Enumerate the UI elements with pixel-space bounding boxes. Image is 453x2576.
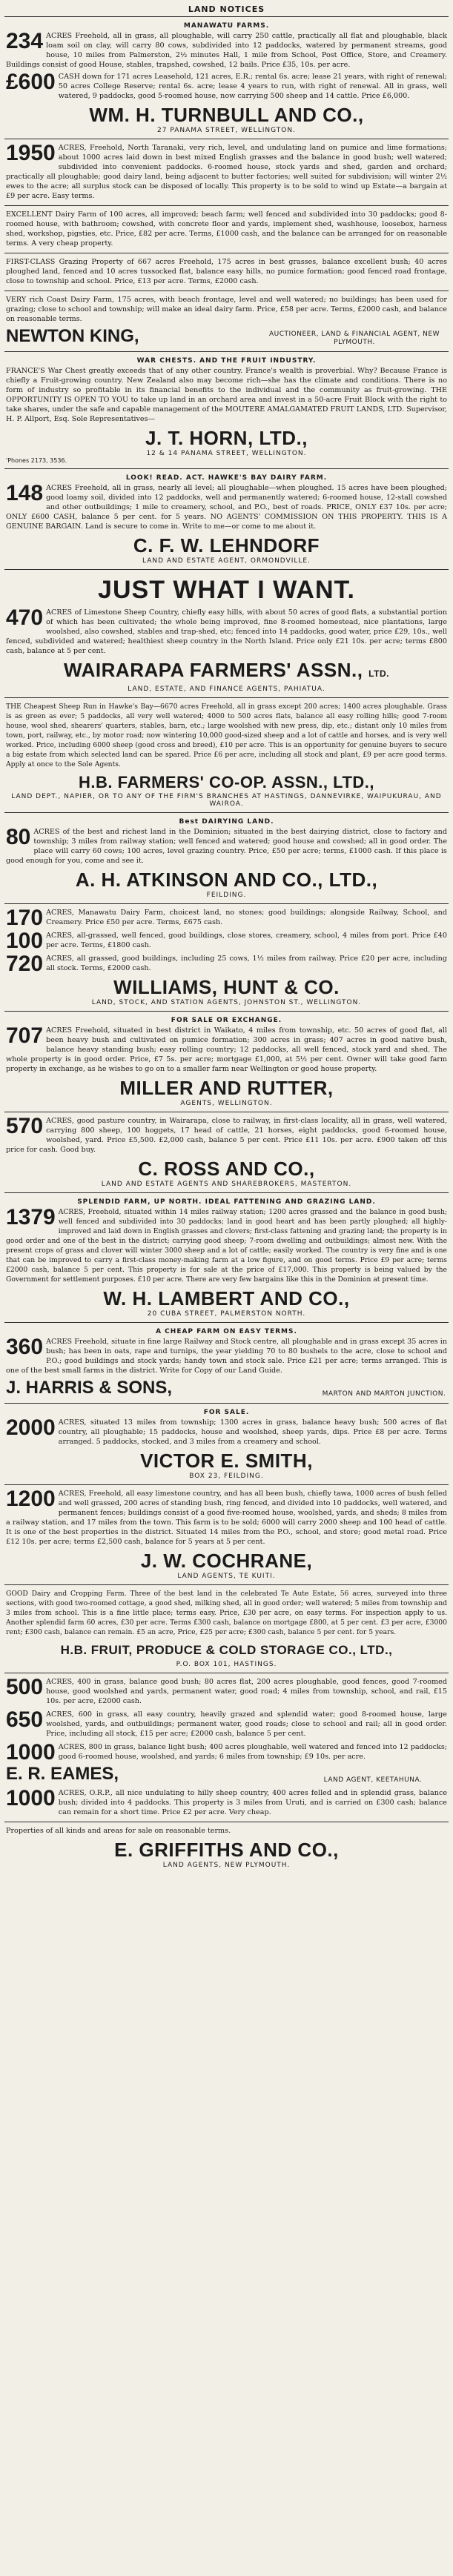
advertiser-name: VICTOR E. SMITH, (140, 1450, 313, 1472)
ad-acreage: 1200 (6, 1487, 56, 1511)
ad-acreage: 1379 (6, 1205, 56, 1229)
ad-section: SPLENDID FARM, UP NORTH. IDEAL FATTENING AND GRAZING LAND. (77, 1198, 376, 1206)
ad-headline: JUST WHAT I WANT. (98, 576, 355, 604)
advertiser-name-main: WAIRARAPA FARMERS' ASSN., (64, 659, 363, 681)
ad-body: ACRES, Freehold, North Taranaki, very rich, level, and undulating land on pumice and lime formations; about 1000 acres laid down in best mixed English grasses and the balance in good bush; well watered; subdivided into convenient paddocks. 6-roomed house, stock yards and shed, garden and orchard; practically all ploughable; good dairy land, being adjacent to butter factories; well suited for subdivision; will winter 2½ ewes to the acre; all surplus stock can be disposed of locally. This property is to be sold to wind up Estate—a bargain at £9 per acre. Easy terms. (6, 144, 447, 200)
advertiser-name: J. HARRIS & SONS, (6, 1378, 173, 1398)
ad-section: FOR SALE. (203, 1409, 250, 1416)
advertiser-name: A. H. ATKINSON AND CO., LTD., (75, 869, 378, 891)
ad-body: EXCELLENT Dairy Farm of 100 acres, all improved; beach farm; well fenced and subdivided into 30 paddocks; good 8-roomed house, with bathroom; cowshed, with concrete floor and yards, implement shed, washhouse, loosebox, harness shed, workshop, pigsties, etc. Price, £82 per acre. Terms, £1000 cash, and the balance can be arranged for on reasonable terms. A very cheap property. (6, 210, 447, 248)
ad-cochrane (4, 1484, 449, 1584)
ad-taranaki-1950 (4, 139, 449, 205)
ad-acreage: 720 (6, 952, 44, 976)
ad-cheap-farm (4, 1322, 449, 1403)
ad-acreage: 1000 (6, 1740, 56, 1765)
advertiser-name: H.B. FRUIT, PRODUCE & COLD STORAGE CO., LTD., (60, 1643, 393, 1657)
ad-body: ACRES, good pasture country, in Wairarapa, close to railway, in first-class locality, all in grass, well watered, carrying 800 sheep, 100 hoggets, 17 head of cattle, 21 horses, eight paddocks, good 6-roomed house, woolshed, yard. Price £5,500. £2,000 cash, balance 5 per cent. Price £11 10s. per acre. £900 taken off this price for cash. Good buy. (6, 1117, 447, 1154)
ad-body: ACRES, Freehold, situated within 14 miles railway station; 1200 acres grassed and the balance in good bush; well fenced and subdivided into 30 paddocks; land in good heart and has been partly ploughed; all highly-improved and laid down in English grasses and clovers; first-class fattening and grazing land; the property is in good order and one of the best in the district; carrying good sheep; 7-room dwelling and outbuildings; almost new. With the present crops of grass and clover will winter 3000 sheep and a lot of cattle; easily worked. The country is very fine and is one that can be improved to carry a first-class money-making farm at a low figure, and on good terms. Price £9 per acre; terms £2000 cash, balance 5 per cent. This property is for sale at the price of £17,000. This property is being valued by the Government for settlement purposes. £10 per acre. There are very few bargains like this in the Dominion at present time. (6, 1208, 447, 1284)
ad-body: VERY rich Coast Dairy Farm, 175 acres, with beach frontage, level and well watered; no buildings; has been used for grazing; close to school and township; will make an ideal dairy farm. Price, £58 per acre. Terms, £2000 cash, and balance on reasonable terms. (6, 296, 447, 323)
ad-acreage: 2000 (6, 1415, 56, 1440)
advertiser-name (6, 659, 447, 685)
ad-griffiths (4, 1822, 449, 1873)
ad-acreage: 707 (6, 1023, 44, 1048)
advertiser-caption: LAND AND ESTATE AGENT, ORMONDVILLE. (142, 557, 311, 565)
advertiser-address: 27 PANAMA STREET, WELLINGTON. (157, 127, 296, 134)
ad-section: FOR SALE OR EXCHANGE. (171, 1017, 282, 1024)
ad-body: ACRES Freehold, all in grass, all ploughable, will carry 250 cattle, practically all flat and ploughable, black loam soil on clay, will carry 80 cows, subdivided into 12 paddocks, watered by permanent streams, good house, 10 miles from Palmerston, 2½ minutes Hall, 1 mile from School, Post Office, Store, and Creamery. Buildings consist of good House, stables, trapshed, cowshed, 12 bails. Price £35, 10s. per acre. (6, 32, 447, 69)
advertiser-caption: LAND AGENTS, TE KUITI. (177, 1573, 276, 1580)
advertiser-address: 12 & 14 PANAMA STREET, WELLINGTON. (146, 450, 307, 457)
ad-body: ACRES, 800 in grass, balance light bush; 400 acres ploughable, well watered and fenced into 12 paddocks; good 6-roomed house, woolshed, and yards; 6 miles from township; £9 10s. per acre. (58, 1743, 447, 1761)
ad-section: WAR CHESTS. AND THE FRUIT INDUSTRY. (136, 357, 317, 365)
ad-acreage: 360 (6, 1335, 44, 1359)
advertiser-caption: AUCTIONEER, LAND & FINANCIAL AGENT, NEW PLYMOUTH. (269, 331, 440, 346)
ad-body: ACRES, situated 13 miles from township; 1300 acres in grass, balance heavy bush; 500 acres of flat country, all ploughable; 15 paddocks, house and woolshed, sheep yards, dips. Price £8 per acre. Terms arranged. 5 paddocks, stocked, and 3 miles from a creamery and school. (58, 1418, 447, 1446)
advertiser-caption: BOX 23, FEILDING. (189, 1473, 264, 1480)
ad-eames (4, 1673, 449, 1822)
ad-hb-fruit (4, 1584, 449, 1673)
ad-body: ACRES, Freehold, all easy limestone country, and has all been bush, chiefly tawa, 1000 acres of bush felled and well grassed, 200 acres of standing bush, ring fenced, and divided into 10 paddocks, well watered, and permanent fences; buildings consist of a good five-roomed house, woolshed, yards, and sheds; 8 miles from a railway station, and 17 miles from the town. This farm is to be sold; 6000 will carry 2000 sheep and 100 head of cattle. It is one of the best properties in the district. Situated 14 miles from the P.O., school, and store; good metal road. Price £12 10s. per acre; terms £2,500 cash, balance for 5 years at 5 per cent. (6, 1490, 447, 1546)
advertiser-caption: P.O. BOX 101, HASTINGS. (176, 1661, 277, 1668)
advertiser-name: WILLIAMS, HUNT & CO. (113, 976, 340, 998)
ad-acreage: 234 (6, 29, 44, 53)
ad-acreage: 1000 (6, 1786, 56, 1810)
ad-hawkes-bay-dairy (4, 468, 449, 569)
ad-body: ACRES, all grassed, good buildings, including 25 cows, 1½ miles from railway. Price £20 per acre, including all stock. Terms, £2000 cash. (46, 955, 447, 972)
ad-section: MANAWATU FARMS. (183, 22, 270, 30)
advertiser-name: W. H. LAMBERT AND CO., (103, 1287, 350, 1309)
ad-splendid-farm (4, 1192, 449, 1322)
advertiser-name: J. T. HORN, LTD., (145, 427, 308, 449)
ad-acreage: 500 (6, 1675, 44, 1699)
phone-numbers: 'Phones 2173, 3536. (6, 457, 67, 464)
ad-body: THE Cheapest Sheep Run in Hawke's Bay—6670 acres Freehold, all in grass except 200 acres; 1400 acres ploughable. Grass is as green as ever; 5 paddocks, all very well watered; 4000 to 500 acres flats, balance all easy rolling hills; good 7-room house, wool shed, shearers' quarters, stables, barn, etc.; large woolshed with new press, dip, etc.; distant only 10 miles from town, port, railway, etc., by motor road; now wintering 10,000 good-sized sheep and a lot of cattle and horses, and is very well worked. Price, including 6000 sheep (good cross and breed), £10 per acre. This is an opportunity for genuine buyers to secure a big estate from which selected land can be spared. Price £6 per acre, including all stock and plant, £9 per acre good terms. Apply at once to the Sole Agents. (6, 703, 447, 769)
ad-price: £600 (6, 70, 56, 94)
ad-section: LOOK! READ. ACT. HAWKE'S BAY DAIRY FARM. (125, 474, 328, 482)
ad-acreage: 1950 (6, 141, 56, 165)
ad-sale-or-exchange (4, 1011, 449, 1112)
advertiser-caption: LAND AND ESTATE AGENTS AND SHAREBROKERS, MASTERTON. (101, 1181, 352, 1188)
ad-body: ACRES, all-grassed, well fenced, good buildings, close stores, creamery, school, 4 miles from port. Price £40 per acre. Terms, £1800 cash. (46, 932, 447, 949)
ad-ross (4, 1112, 449, 1192)
ad-body: FIRST-CLASS Grazing Property of 667 acres Freehold, 175 acres in best grasses, balance excellent bush; 40 acres ploughed land, fenced and 10 acres tussocked flat, balance easy hills, no pumice formation; good fenced road frontage, close to township and school. Price, £13 per acre. Terms, £2000 cash. (6, 258, 447, 285)
advertiser-name: WM. H. TURNBULL AND CO., (89, 104, 364, 126)
ad-section: Best DAIRYING LAND. (179, 818, 274, 826)
advertiser-name: E. GRIFFITHS AND CO., (114, 1839, 339, 1861)
advertiser-caption: LAND, STOCK, AND STATION AGENTS, JOHNSTON ST., WELLINGTON. (91, 999, 362, 1006)
advertiser-name: MILLER AND RUTTER, (119, 1077, 334, 1099)
ad-acreage: 148 (6, 481, 44, 505)
ad-body: GOOD Dairy and Cropping Farm. Three of the best land in the celebrated Te Aute Estate, 56 acres, surveyed into three sections, with good two-roomed cottage, a good shed, milking shed, all in good order; well watered; 5 miles from township and 3 miles from school. This is a fine little place; terms easy. Price, £30 per acre, on easy terms. For inspection apply to us. Another splendid farm 60 acres, £30 per acre. Terms £300 cash, balance on mortgage £800, at 5 per cent. £3 per acre, £3000 rent; £300 cash, balance can remain. £5 an acre, Price, £25 per acre; £300 cash, balance 5 per cent. for 5 years. (6, 1590, 447, 1636)
ad-body: ACRES, 400 in grass, balance good bush; 80 acres flat, 200 acres ploughable, good fences, good 7-roomed house, good woolshed and yards, permanent water, good road; 4 miles from township, school, and rail, £15 10s. per acre, £2000 cash. (46, 1678, 447, 1705)
ad-section: A CHEAP FARM ON EASY TERMS. (156, 1328, 297, 1335)
ad-just-what-i-want (4, 569, 449, 697)
ad-body: CASH down for 171 acres Leasehold, 121 acres, E.R.; rental 6s. acre; lease 21 years, with right of renewal; 50 acres College Reserve; rental 6s. acre; lease 4 years to run, with right of renewal. All in grass, well watered, 9 paddocks, good 5-roomed house, now carrying 500 sheep and 14 cattle. Price £6,000. (58, 73, 447, 100)
ad-grazing-property (4, 253, 449, 291)
ad-body: ACRES Freehold, situate in fine large Railway and Stock centre, all ploughable and in grass except 35 acres in bush; has been in oats, rape and turnips, the year yielding 70 to 80 bushels to the acre, close to school and P.O.; good buildings and stock yards; handy town and stock sale. Price £21 per acre; terms arranged. This is one of the best small farms in the district. Write for Copy of our Land Guide. (6, 1338, 447, 1375)
ad-acreage: 170 (6, 906, 44, 930)
ad-turnbull (4, 16, 449, 139)
ad-best-dairying (4, 812, 449, 903)
ad-dairy-farm (4, 205, 449, 253)
advertiser-name: NEWTON KING, (6, 326, 139, 346)
ad-body: ACRES, 600 in grass, all easy country, heavily grazed and splendid water; good 8-roomed house, large woolshed, yards, and outbuildings; permanent water, good roads; close to school and rail; all in good order. Price, including all stock, £15 per acre; £2000 cash, balance 5 per cent. (46, 1710, 447, 1738)
advertiser-name: H.B. FARMERS' CO-OP. ASSN., LTD., (78, 773, 375, 791)
advertiser-caption: LAND AGENTS, NEW PLYMOUTH. (162, 1862, 291, 1869)
ad-war-chests (4, 351, 449, 468)
ad-hb-sheep-run (4, 697, 449, 812)
advertiser-caption: LAND DEPT., NAPIER, OR TO ANY OF THE FIRM'S BRANCHES AT HASTINGS, DANNEVIRKE, WAIPUKURAU, AND WAIROA. (11, 793, 442, 808)
ad-body: ACRES, Manawatu Dairy Farm, choicest land, no stones; good buildings; alongside Railway, School, and Creamery. Price £50 per acre. Terms, £675 cash. (46, 909, 447, 926)
ad-body: ACRES Freehold, situated in best district in Waikato, 4 miles from township, etc. 50 acres of good flat, all been heavy bush and cultivated on pumice formation; 300 acres in grass; 407 acres in good native bush, balance heavy standing bush; easy rolling country; 12 paddocks, all well fenced, stock yard and shed. The whole property is in good order. Price, £7 5s. per acre; mortgage £1,000, at 5½ per cent. Owner will take good farm property in exchange, as he wishes to go on to a smaller farm near Wellington or good house property. (6, 1026, 447, 1073)
ad-williams-hunt (4, 903, 449, 1011)
advertiser-caption: LAND AGENT, KEETAHUNA. (323, 1776, 423, 1784)
ad-acreage: 470 (6, 605, 44, 630)
ad-body: Properties of all kinds and areas for sale on reasonable terms. (6, 1827, 231, 1835)
ad-victor-smith (4, 1403, 449, 1484)
advertiser-name: C. F. W. LEHNDORF (133, 534, 320, 557)
advertiser-caption: LAND, ESTATE, AND FINANCE AGENTS, PAHIATUA. (128, 686, 325, 693)
advertiser-caption: MARTON AND MARTON JUNCTION. (322, 1390, 446, 1398)
ad-newton-king (4, 291, 449, 351)
ad-body: ACRES, O.R.P., all nice undulating to hilly sheep country, 400 acres felled and in splendid grass, balance bush; divided into 4 paddocks. This property is 3 miles from Uruti, and is carried on £300 cash; balance can remain for a short time. Price £2 per acre. Very cheap. (58, 1789, 447, 1816)
advertiser-caption: 20 CUBA STREET, PALMERSTON NORTH. (147, 1310, 306, 1318)
advertiser-name-suffix: LTD. (368, 668, 389, 679)
advertiser-name: J. W. COCHRANE, (140, 1550, 313, 1572)
ad-acreage: 80 (6, 825, 31, 849)
advertiser-name: E. R. EAMES, (6, 1764, 119, 1784)
page-heading: LAND NOTICES (188, 4, 265, 14)
ad-body: ACRES of Limestone Sheep Country, chiefly easy hills, with about 50 acres of good flats, a substantial portion of which has been cultivated; the whole being improved, fine 8-roomed homestead, nice plantations, large woolshed, also cowshed, stables and trap-shed, etc; fenced into 14 paddocks, good water, price £29, 10s., well fenced, subdivided and watered; healthiest sheep country in the North Island. Price only £21 10s. per acre; terms £800 cash, balance at 5 per cent. (6, 608, 447, 655)
ad-acreage: 100 (6, 929, 44, 953)
advertiser-caption: AGENTS, WELLINGTON. (180, 1100, 273, 1107)
ad-body: ACRES Freehold, all in grass, nearly all level; all ploughable—when ploughed. 15 acres have been ploughed; good loamy soil, divided into 12 paddocks, well and permanently watered; 6-roomed house, 12-stall cowshed and other outbuildings; 1 mile to creamery, school, and P.O., best of roads. PRICE, ONLY £37 10s. per acre; ONLY £600 CASH, balance 5 per cent. for 5 years. NO AGENTS' COMMISSION ON THIS PROPERTY. THIS IS A GENUINE BARGAIN. Land is secure to come in. Write to me—or come to me about it. (6, 484, 447, 531)
ad-acreage: 650 (6, 1707, 44, 1732)
ad-body: ACRES of the best and richest land in the Dominion; situated in the best dairying district, close to factory and township; 3 miles from railway station; well fenced and watered; good house and cowshed; all in good order. The place will carry 60 cows; 100 acres, level grazing country. Price, £50 per acre; terms, £1000 cash. If this place is good enough for you, come and see it. (6, 828, 447, 865)
advertiser-caption: FEILDING. (206, 892, 247, 899)
ad-acreage: 570 (6, 1114, 44, 1138)
ad-body: FRANCE'S War Chest greatly exceeds that of any other country. France's wealth is proverbial. Why? Because France is chiefly a Fruit-growing country. New Zealand also may become rich—she has the climate and conditions. There is no form of industry so profitable in its financial benefits to the individual and the community as fruit-growing. THE OPPORTUNITY IS OPEN TO YOU to take up land in an orchard area and invest in a 50-acre Fruit Block with the right to take shares, under the safe and capable management of the MOUTERE AMALGAMATED FRUIT LANDS, LTD. Supervisor, H. P. Allport, Esq. Sole Representatives— (6, 367, 447, 423)
advertiser-name: C. ROSS AND CO., (138, 1158, 315, 1180)
